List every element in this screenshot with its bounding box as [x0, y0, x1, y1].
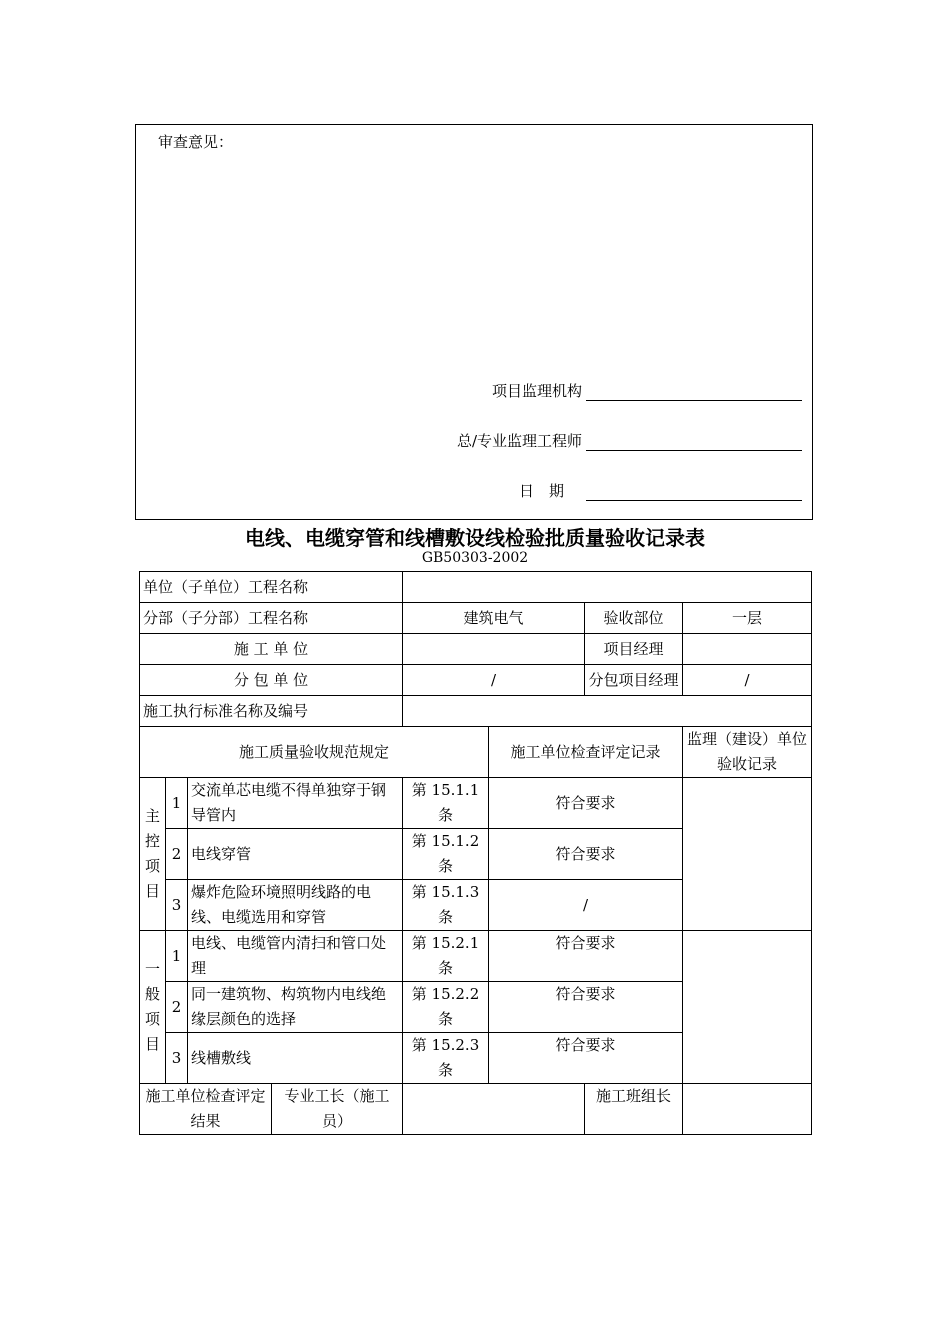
standard-name-value[interactable] — [403, 696, 812, 727]
subcontract-manager-value[interactable]: / — [683, 665, 812, 696]
main-items-category: 主控项目 — [140, 778, 166, 931]
team-leader-label: 施工班组长 — [585, 1084, 683, 1135]
subcontract-unit-label: 分 包 单 位 — [140, 665, 403, 696]
unit-project-value[interactable] — [403, 572, 812, 603]
project-manager-label: 项目经理 — [585, 634, 683, 665]
acceptance-record-table — [139, 571, 812, 1135]
document-title: 电线、电缆穿管和线槽敷设线检验批质量验收记录表 — [245, 526, 705, 550]
item-check-result[interactable]: 符合要求 — [489, 1033, 683, 1084]
item-number: 2 — [166, 982, 188, 1033]
item-check-result[interactable]: / — [489, 880, 683, 931]
item-clause: 第 15.1.3 条 — [403, 880, 489, 931]
subcontract-unit-value[interactable]: / — [403, 665, 585, 696]
item-number: 1 — [166, 778, 188, 829]
item-description: 交流单芯电缆不得单独穿于钢导管内 — [188, 778, 403, 829]
main-items-supervision-record[interactable] — [683, 778, 812, 931]
project-manager-value[interactable] — [683, 634, 812, 665]
item-number: 3 — [166, 880, 188, 931]
item-description: 电线、电缆管内清扫和管口处理 — [188, 931, 403, 982]
item-clause: 第 15.2.2 条 — [403, 982, 489, 1033]
check-record-column-header: 施工单位检查评定记录 — [489, 727, 683, 778]
item-number: 1 — [166, 931, 188, 982]
engineer-line[interactable] — [586, 434, 802, 451]
spec-column-header: 施工质量验收规范规定 — [140, 727, 489, 778]
item-description: 电线穿管 — [188, 829, 403, 880]
supervision-org-line[interactable] — [586, 384, 802, 401]
standard-code: GB50303-2002 — [421, 550, 529, 566]
acceptance-part-label: 验收部位 — [585, 603, 683, 634]
item-description: 爆炸危险环境照明线路的电线、电缆选用和穿管 — [188, 880, 403, 931]
supervision-org-label: 项目监理机构 — [491, 382, 582, 400]
unit-project-label: 单位（子单位）工程名称 — [140, 572, 403, 603]
item-clause: 第 15.1.1 条 — [403, 778, 489, 829]
item-clause: 第 15.2.1 条 — [403, 931, 489, 982]
item-description: 线槽敷线 — [188, 1033, 403, 1084]
sub-project-label: 分部（子分部）工程名称 — [140, 603, 403, 634]
team-leader-value[interactable] — [683, 1084, 812, 1135]
general-items-supervision-record[interactable] — [683, 931, 812, 1084]
review-opinion-box — [135, 124, 813, 520]
item-number: 3 — [166, 1033, 188, 1084]
date-row — [519, 477, 802, 501]
foreman-value[interactable] — [403, 1084, 585, 1135]
check-result-label: 施工单位检查评定结果 — [140, 1084, 272, 1135]
sub-project-value[interactable]: 建筑电气 — [403, 603, 585, 634]
standard-name-label: 施工执行标准名称及编号 — [140, 696, 403, 727]
item-number: 2 — [166, 829, 188, 880]
supervision-org-row — [492, 377, 802, 401]
item-check-result[interactable]: 符合要求 — [489, 829, 683, 880]
engineer-row — [457, 427, 802, 451]
item-check-result[interactable]: 符合要求 — [489, 982, 683, 1033]
supervision-record-column-header: 监理（建设）单位验收记录 — [683, 727, 812, 778]
item-description: 同一建筑物、构筑物内电线绝缘层颜色的选择 — [188, 982, 403, 1033]
acceptance-part-value[interactable]: 一层 — [683, 603, 812, 634]
engineer-label: 总/专业监理工程师 — [456, 432, 582, 450]
item-clause: 第 15.1.2 条 — [403, 829, 489, 880]
item-check-result[interactable]: 符合要求 — [489, 931, 683, 982]
foreman-label: 专业工长（施工员） — [272, 1084, 403, 1135]
date-line[interactable] — [586, 484, 802, 501]
construction-unit-value[interactable] — [403, 634, 585, 665]
item-check-result[interactable]: 符合要求 — [489, 778, 683, 829]
construction-unit-label: 施 工 单 位 — [140, 634, 403, 665]
review-opinion-label: 审查意见： — [158, 133, 234, 151]
subcontract-manager-label: 分包项目经理 — [585, 665, 683, 696]
date-label: 日 期 — [518, 482, 564, 500]
general-items-category: 一般项目 — [140, 931, 166, 1084]
item-clause: 第 15.2.3 条 — [403, 1033, 489, 1084]
